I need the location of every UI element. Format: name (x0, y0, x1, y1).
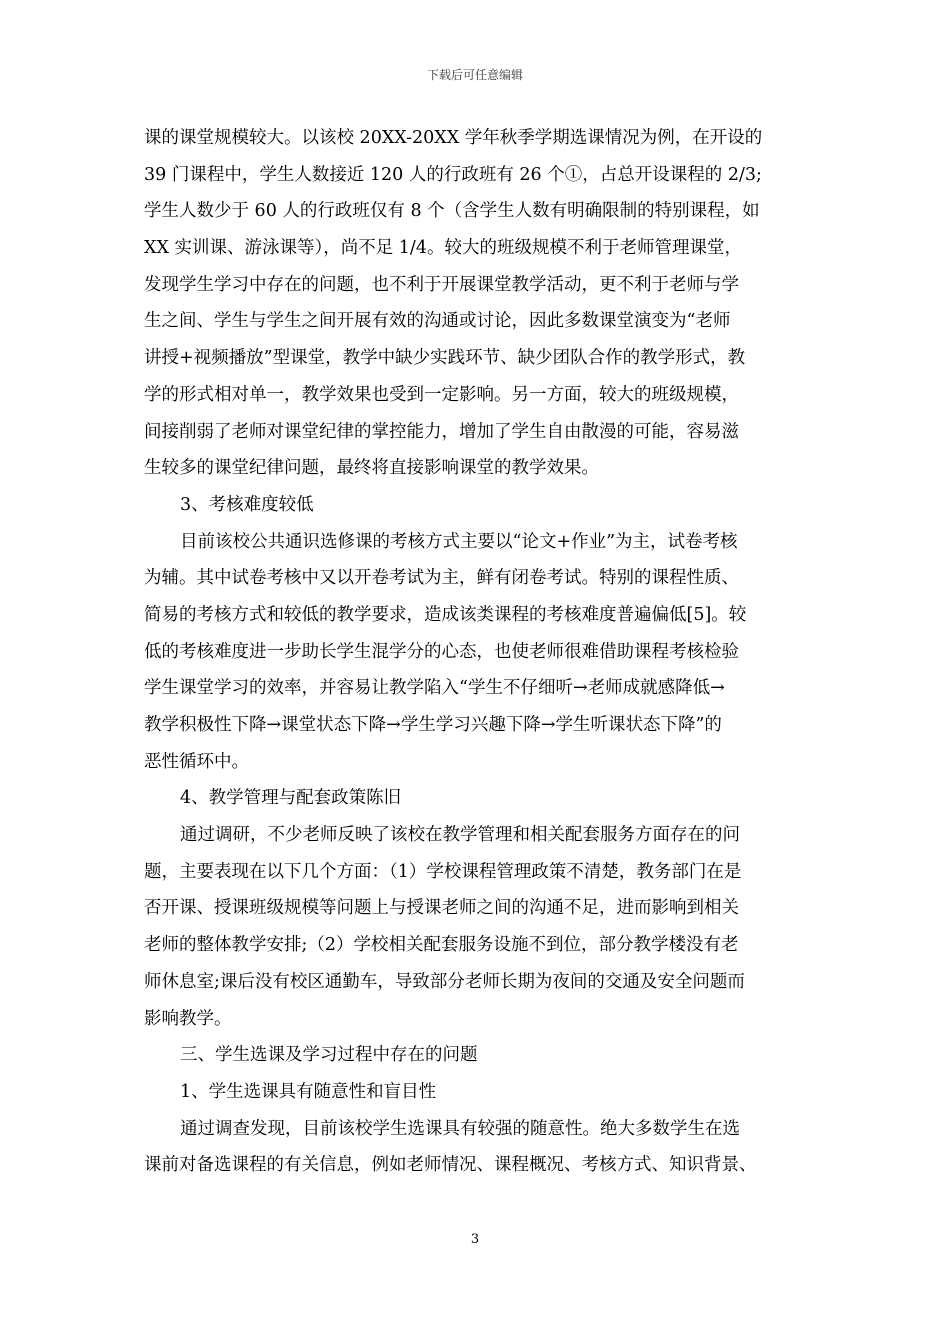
text-line: XX 实训课、游泳课等），尚不足 1/4。较大的班级规模不利于老师管理课堂， (144, 238, 742, 259)
text-line: 学的形式相对单一，教学效果也受到一定影响。另一方面，较大的班级规模， (144, 384, 739, 405)
text-line: 教学积极性下降→课堂状态下降→学生学习兴趣下降→学生听课状态下降”的 (144, 715, 722, 735)
page-number: 3 (470, 1232, 480, 1247)
text-line: 4、教学管理与配套政策陈旧 (180, 788, 402, 809)
text-line: 讲授+视频播放”型课堂，教学中缺少实践环节、缺少团队合作的教学形式，教 (144, 348, 746, 369)
text-line: 3、考核难度较低 (180, 494, 314, 515)
page-header: 下载后可任意编辑 (426, 68, 523, 82)
text-line: 生较多的课堂纪律问题，最终将直接影响课堂的教学效果。 (144, 458, 599, 479)
document-body (144, 120, 812, 1184)
text-line: 学生课堂学习的效率，并容易让教学陷入“学生不仔细听→老师成就感降低→ (144, 678, 725, 699)
text-line: 通过调研，不少老师反映了该校在教学管理和相关配套服务方面存在的问 (180, 825, 740, 846)
text-line: 发现学生学习中存在的问题，也不利于开展课堂教学活动，更不利于老师与学 (144, 274, 739, 295)
text-line: 否开课、授课班级规模等问题上与授课老师之间的沟通不足，进而影响到相关 (144, 898, 739, 919)
text-line: 简易的考核方式和较低的教学要求，造成该类课程的考核难度普遍偏低[5]。较 (144, 604, 747, 625)
text-line: 师休息室;课后没有校区通勤车，导致部分老师长期为夜间的交通及安全问题而 (144, 971, 745, 992)
text-line: 恶性循环中。 (144, 751, 249, 772)
text-line: 课的课堂规模较大。以该校 20XX-20XX 学年秋季学期选课情况为例，在开设的 (144, 128, 763, 148)
text-line: 题，主要表现在以下几个方面：（1）学校课程管理政策不清楚，教务部门在是 (144, 861, 742, 882)
text-line: 为辅。其中试卷考核中又以开卷考试为主，鲜有闭卷考试。特别的课程性质、 (144, 568, 739, 589)
text-line: 老师的整体教学安排;（2）学校相关配套服务设施不到位，部分教学楼没有老 (144, 935, 739, 956)
text-line: 学生人数少于 60 人的行政班仅有 8 个（含学生人数有明确限制的特别课程，如 (144, 201, 760, 222)
text-line: 目前该校公共通识选修课的考核方式主要以“论文+作业”为主，试卷考核 (180, 531, 738, 552)
text-line: 通过调查发现，目前该校学生选课具有较强的随意性。绝大多数学生在选 (180, 1118, 740, 1139)
text-line: 影响教学。 (144, 1008, 232, 1029)
text-line: 39 门课程中，学生人数接近 120 人的行政班有 26 个①，占总开设课程的 2/3; (144, 164, 762, 185)
text-line: 低的考核难度进一步助长学生混学分的心态，也使老师很难借助课程考核检验 (144, 641, 739, 662)
text-line: 1、学生选课具有随意性和盲目性 (180, 1081, 437, 1102)
text-line: 生之间、学生与学生之间开展有效的沟通或讨论，因此多数课堂演变为“老师 (144, 311, 731, 332)
text-line: 课前对备选课程的有关信息，例如老师情况、课程概况、考核方式、知识背景、 (144, 1155, 757, 1176)
text-line: 间接削弱了老师对课堂纪律的掌控能力，增加了学生自由散漫的可能，容易滋 (144, 421, 739, 442)
text-line: 三、学生选课及学习过程中存在的问题 (180, 1045, 478, 1066)
